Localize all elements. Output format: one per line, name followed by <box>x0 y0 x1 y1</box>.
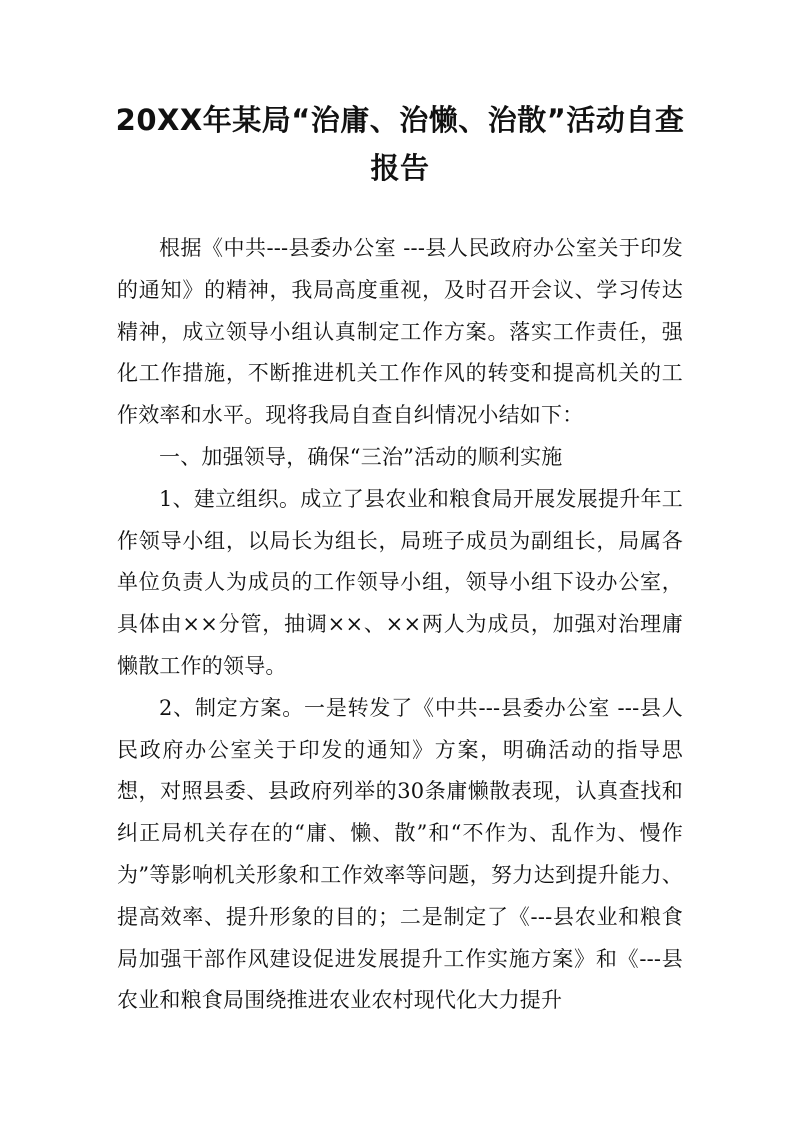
document-body <box>117 228 683 1022</box>
intro-paragraph: 根据《中共---县委办公室 ---县人民政府办公室关于印发的通知》的精神，我局高度重视，及时召开会议、学习传达精神，成立领导小组认真制定工作方案。落实工作责任，强化工作措施，不断推进机关工作作风的转变和提高机关的工作效率和水平。现将我局自查自纠情况小结如下： <box>117 236 683 428</box>
document-title: 20XX年某局“治庸、治懒、治散”活动自查报告 <box>115 103 685 185</box>
item-paragraph-2: 2、制定方案。一是转发了《中共---县委办公室 ---县人民政府办公室关于印发的通知》方案，明确活动的指导思想，对照县委、县政府列举的30条庸懒散表现，认真查找和纠正局机关存在的“庸、懒、散”和“不作为、乱作为、慢作为”等影响机关形象和工作效率等问题，努力达到提升能力、提高效率、提升形象的目的；二是制定了《---县农业和粮食局加强干部作风建设促进发展提升工作实施方案》和《---县农业和粮食局围绕推进农业农村现代化大力提升 <box>117 695 683 1013</box>
section-heading-1: 一、加强领导，确保“三治”活动的顺利实施 <box>159 444 563 469</box>
item-paragraph-1: 1、建立组织。成立了县农业和粮食局开展发展提升年工作领导小组，以局长为组长，局班子成员为副组长，局属各单位负责人为成员的工作领导小组，领导小组下设办公室，具体由××分管，抽调××、××两人为成员，加强对治理庸懒散工作的领导。 <box>117 486 683 678</box>
